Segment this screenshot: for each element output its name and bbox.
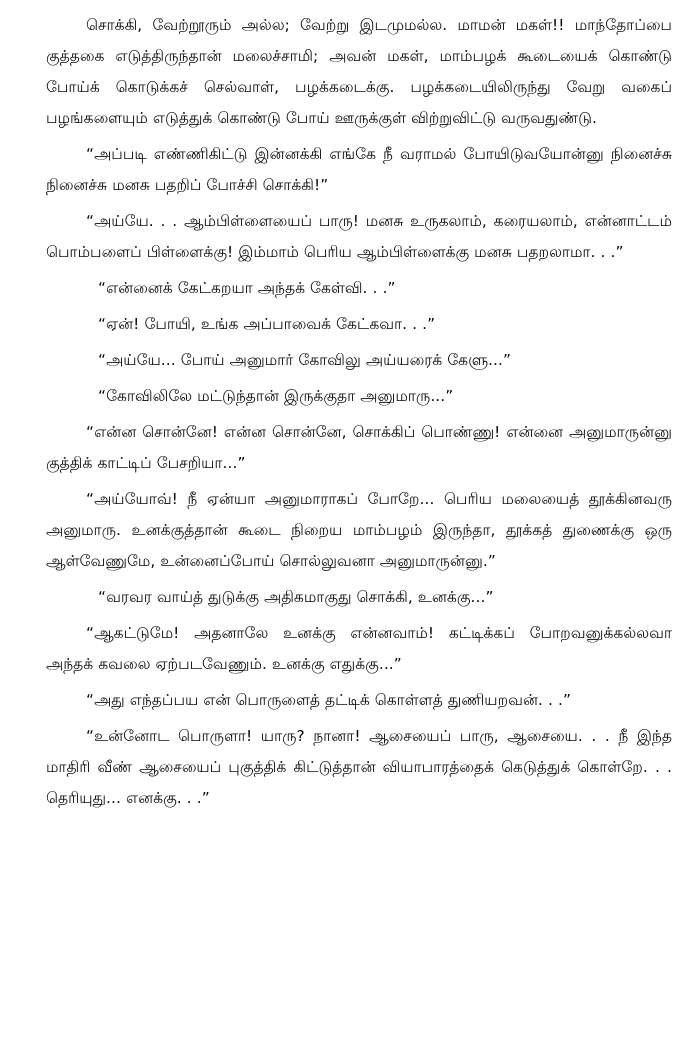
paragraph-dialogue: “அய்யே... போய் அனுமார் கோவிலு அய்யரைக் கேளு...”	[98, 351, 512, 369]
paragraph-dialogue: “உன்னோட பொருளா! யாரு? நானா! ஆசையைப் பாரு, ஆசையை. . . நீ இந்த மாதிரி வீண் ஆசையைப் புகுத்திக் கிட்டுத்தான் வியாபாரத்தைக் கெடுத்துக் கொள்றே. . . தெரியுது... எனக்கு. . .”	[46, 727, 672, 807]
paragraph-dialogue: “அய்யோவ்! நீ ஏன்யா அனுமாராகப் போறே... பெரிய மலையைத் தூக்கினவரு அனுமாரு. உனக்குத்தான் கூடை நிறைய மாம்பழம் இருந்தா, தூக்கத் துணைக்கு ஒரு ஆள்வேணுமே, உன்னைப்போய் சொல்லுவனா அனுமாருன்னு.”	[46, 490, 672, 570]
paragraph-narration: சொக்கி, வேற்றூரும் அல்ல; வேற்று இடமுமல்ல. மாமன் மகள்!! மாந்தோப்பை குத்தகை எடுத்திருந்தான் மலைச்சாமி; அவன் மகள், மாம்பழக் கூடையைக் கொண்டு போய்க் கொடுக்கச் செல்வாள், பழக்கடைக்கு. பழக்கடையிலிருந்து வேறு வகைப் பழங்களையும் எடுத்துக் கொண்டு போய் ஊருக்குள் விற்றுவிட்டு வருவதுண்டு.	[46, 16, 672, 127]
paragraph-dialogue: “ஆகட்டுமே! அதனாலே உனக்கு என்னவாம்! கட்டிக்கப் போறவனுக்கல்லவா அந்தக் கவலை ஏற்படவேணும். உனக்கு எதுக்கு...”	[46, 624, 672, 673]
paragraph-dialogue: “அது எந்தப்பய என் பொருளைத் தட்டிக் கொள்ளத் துணியறவன். . .”	[86, 691, 572, 709]
paragraph-dialogue: “வரவர வாய்த் துடுக்கு அதிகமாகுது சொக்கி, உனக்கு...”	[98, 588, 494, 606]
paragraph-dialogue: “அப்படி எண்ணிகிட்டு இன்னக்கி எங்கே நீ வராமல் போயிடுவயோன்னு நினைச்சு நினைச்சு மனசு பதறிப் போச்சி சொக்கி!”	[46, 145, 672, 194]
paragraph-dialogue: “என்ன சொன்னே! என்ன சொன்னே, சொக்கிப் பொண்ணு! என்னை அனுமாருன்னு குத்திக் காட்டிப் பேசறியா...”	[46, 423, 672, 472]
paragraph-dialogue: “அய்யே. . . ஆம்பிள்ளையைப் பாரு! மனசு உருகலாம், கரையலாம், என்னாட்டம் பொம்பளைப் பிள்ளைக்கு! இம்மாம் பெரிய ஆம்பிள்ளைக்கு மனசு பதறலாமா. . .”	[46, 212, 672, 261]
book-page	[46, 10, 672, 819]
paragraph-dialogue: “ஏன்! போயி, உங்க அப்பாவைக் கேட்கவா. . .”	[98, 315, 436, 333]
paragraph-dialogue: “கோவிலிலே மட்டுந்தான் இருக்குதா அனுமாரு...”	[98, 387, 454, 405]
paragraph-dialogue: “என்னைக் கேட்கறயா அந்தக் கேள்வி. . .”	[98, 279, 396, 297]
